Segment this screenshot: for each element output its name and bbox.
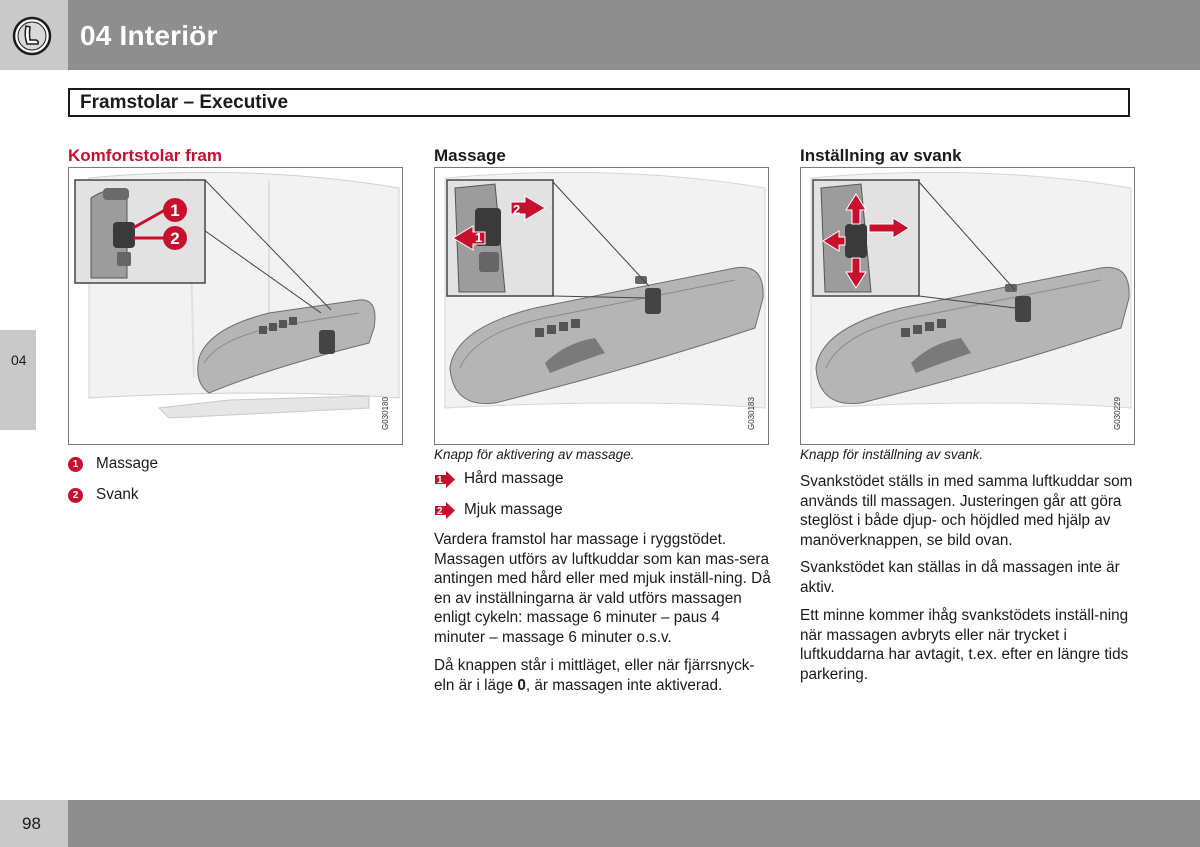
figure-code: G030180 (381, 397, 390, 430)
seat-icon (12, 16, 52, 56)
svank-paragraph-1: Svankstödet ställs in med samma luftkuddar som används till massagen. Justeringen går att göra steglöst i både djup- och höjdled med hjälp av manöverknappen, se bild ovan. (800, 473, 1133, 549)
svank-paragraph-2: Svankstödet kan ställas in då massagen inte är aktiv. (800, 559, 1120, 596)
number-badge-2: 2 (68, 488, 83, 503)
chapter-icon-box (0, 0, 68, 70)
seat-overview-illustration (69, 168, 403, 445)
massage-paragraph-1: Vardera framstol har massage i ryggstödet. Massagen utförs av luftkuddar som kan mas-sera antingen med hård eller med mjuk inställ-ning. Då en av inställningarna är vald utförs massagen enligt cykeln: massage 6 minuter – paus 4 minuter – massage 6 minuter o.s.v. (434, 531, 771, 646)
svg-text:2: 2 (170, 229, 180, 248)
svg-text:1: 1 (437, 474, 443, 486)
heading-komfortstolar: Komfortstolar fram (68, 146, 222, 165)
legend-label: Mjuk massage (464, 501, 563, 518)
figure-massage-button (434, 167, 769, 445)
heading-svank: Inställning av svank (800, 146, 962, 165)
figure-caption: Knapp för aktivering av massage. (434, 447, 635, 462)
figure-code: G030229 (1113, 397, 1122, 430)
figure-seat-overview (68, 167, 403, 445)
footer-bar (68, 800, 1200, 847)
svg-text:1: 1 (475, 230, 483, 245)
paragraph-text: Då knappen står i mittläget, eller när fjärrsnyck-eln är i läge (434, 657, 755, 694)
figure-lumbar-button (800, 167, 1135, 445)
svg-text:1: 1 (170, 201, 180, 220)
massage-button-illustration (435, 168, 769, 445)
figure-code: G030183 (747, 397, 756, 430)
heading-massage: Massage (434, 146, 506, 165)
lumbar-button-illustration (801, 168, 1135, 445)
massage-paragraph-2 (434, 656, 774, 695)
number-badge-1: 1 (68, 457, 83, 472)
legend-label: Hård massage (464, 470, 564, 487)
chapter-title: 04 Interiör (80, 20, 218, 51)
side-tab-label: 04 (11, 352, 27, 368)
svank-paragraph-3: Ett minne kommer ihåg svankstödets inställ-ning när massagen avbryts eller när trycket i luftkuddarna har avtagit, t.ex. efter en längre tids parkering. (800, 607, 1129, 683)
legend-item (68, 455, 158, 473)
figure-caption: Knapp för inställning av svank. (800, 447, 984, 462)
legend-item (434, 501, 563, 519)
key-position-value: 0 (517, 676, 526, 694)
paragraph-tail: , är massagen inte aktiverad. (525, 676, 723, 694)
legend-label: Massage (96, 455, 159, 472)
legend-item (434, 470, 563, 488)
arrow-badge-1-icon (434, 471, 456, 488)
svg-text:2: 2 (437, 505, 443, 517)
legend-label: Svank (96, 486, 139, 503)
arrow-badge-2-icon (434, 502, 456, 519)
page-number: 98 (22, 814, 41, 833)
chapter-side-tab (0, 330, 36, 430)
section-title: Framstolar – Executive (80, 92, 289, 113)
svg-text:2: 2 (513, 202, 521, 217)
legend-item (68, 486, 139, 504)
